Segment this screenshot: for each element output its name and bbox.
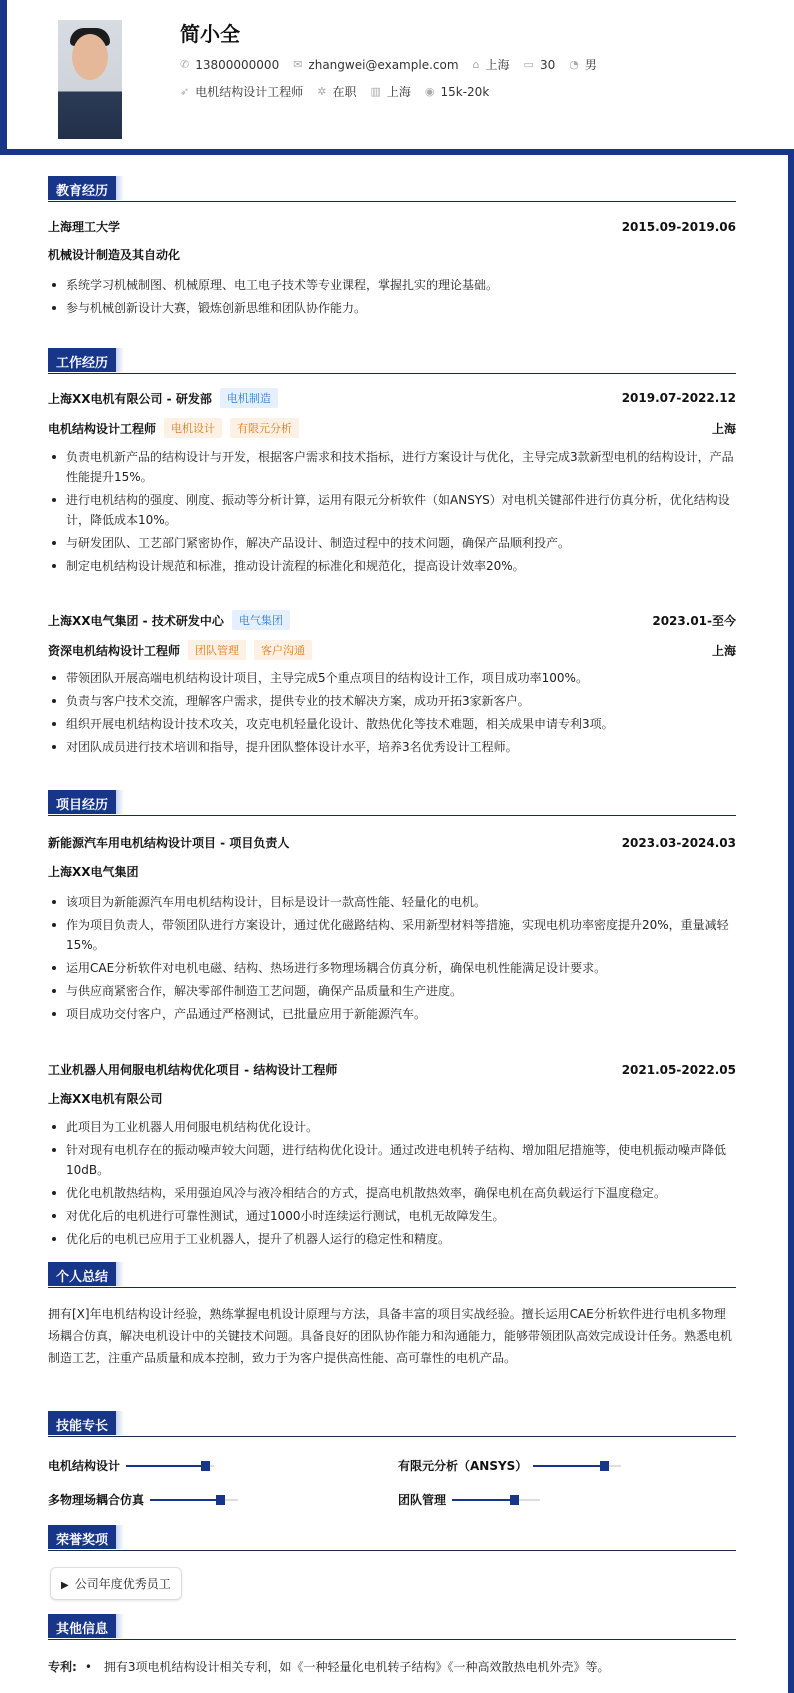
- skill-tag: 电机设计: [164, 418, 222, 438]
- honor-item[interactable]: [50, 1567, 182, 1600]
- skill-level-bar: [150, 1499, 238, 1501]
- project-date: 2021.05-2022.05: [621, 1062, 736, 1077]
- list-item: 优化后的电机已应用于工业机器人，提升了机器人运行的稳定性和精度。: [48, 1229, 736, 1249]
- list-item: 此项目为工业机器人用伺服电机结构优化设计。: [48, 1117, 736, 1137]
- patent-text: 拥有3项电机结构设计相关专利，如《一种轻量化电机转子结构》《一种高效散热电机外壳》等。: [103, 1660, 610, 1674]
- bullet-icon: •: [84, 1660, 92, 1674]
- other-label: 专利:: [48, 1660, 77, 1674]
- list-item: 参与机械创新设计大赛，锻炼创新思维和团队协作能力。: [48, 298, 736, 318]
- list-item: 负责电机新产品的结构设计与开发，根据客户需求和技术指标，进行方案设计与优化，主导完成3款新型电机的结构设计，产品性能提升15%。: [48, 447, 736, 487]
- skill-name: 有限元分析（ANSYS）: [398, 1459, 528, 1473]
- school: 上海理工大学: [48, 220, 121, 234]
- list-item: 该项目为新能源汽车用电机结构设计，目标是设计一款高性能、轻量化的电机。: [48, 892, 736, 912]
- section-summary: [48, 1262, 736, 1288]
- section-title: 工作经历: [48, 348, 116, 372]
- company: 上海XX电机有限公司 - 研发部: [48, 391, 212, 406]
- skill-level-handle: [510, 1495, 519, 1505]
- skill-tag: 团队管理: [188, 640, 246, 660]
- work-title-row: [48, 418, 736, 438]
- work-bullets: [48, 668, 736, 760]
- skill-name: 电机结构设计: [48, 1459, 121, 1473]
- phone-icon: ✆: [180, 58, 190, 71]
- skill-level-handle: [600, 1461, 609, 1471]
- list-item: 对团队成员进行技术培训和指导，提升团队整体设计水平，培养3名优秀设计工程师。: [48, 737, 736, 757]
- target-job: 电机结构设计工程师: [195, 85, 304, 99]
- work-date: 2023.01-至今: [652, 613, 736, 628]
- skill-level-bar: [452, 1499, 540, 1501]
- work-city: 上海: [711, 421, 736, 436]
- work-title-row: [48, 640, 736, 660]
- project-org: [48, 1090, 736, 1107]
- list-item: 针对现有电机存在的振动噪声较大问题，进行结构优化设计。通过改进电机转子结构、增加阻尼措施等，使电机振动噪声降低10dB。: [48, 1140, 736, 1180]
- list-item: 系统学习机械制图、机械原理、电工电子技术等专业课程，掌握扎实的理论基础。: [48, 275, 736, 295]
- skill-item: [48, 1491, 238, 1508]
- project-bullets: [48, 1117, 736, 1252]
- section-title: 个人总结: [48, 1262, 116, 1286]
- list-item: 组织开展电机结构设计技术攻关，攻克电机轻量化设计、散热优化等技术难题，相关成果申请专利3项。: [48, 714, 736, 734]
- section-other: [48, 1614, 736, 1640]
- project-bullets: [48, 892, 736, 1027]
- project-name: 新能源汽车用电机结构设计项目 - 项目负责人: [48, 836, 290, 850]
- skill-level-bar: [126, 1465, 214, 1467]
- section-title: 教育经历: [48, 176, 116, 200]
- gender-icon: ◔: [569, 58, 579, 71]
- job-title: 电机结构设计工程师: [48, 421, 157, 436]
- skill-name: 团队管理: [398, 1493, 447, 1507]
- work-city: 上海: [711, 643, 736, 658]
- project-header: [48, 834, 736, 851]
- section-title: 荣誉奖项: [48, 1525, 116, 1549]
- section-education: [48, 176, 736, 202]
- project-name: 工业机器人用伺服电机结构优化项目 - 结构设计工程师: [48, 1063, 338, 1077]
- list-item: 项目成功交付客户，产品通过严格测试，已批量应用于新能源汽车。: [48, 1004, 736, 1024]
- edu-header: [48, 218, 736, 235]
- candidate-name: 简小全: [180, 22, 240, 46]
- edu-major: [48, 246, 736, 263]
- work-bullets: [48, 447, 736, 579]
- resume-header: [7, 0, 794, 149]
- edu-date: 2015.09-2019.06: [621, 219, 736, 234]
- project-org: [48, 863, 736, 880]
- list-item: 带领团队开展高端电机结构设计项目，主导完成5个重点项目的结构设计工作，项目成功率100%。: [48, 668, 736, 688]
- home-icon: ⌂: [472, 58, 480, 71]
- target-city: 上海: [386, 85, 411, 99]
- age-icon: ▭: [523, 58, 534, 71]
- list-item: 与供应商紧密合作，解决零部件制造工艺问题，确保产品质量和生产进度。: [48, 981, 736, 1001]
- section-projects: [48, 790, 736, 816]
- list-item: 作为项目负责人，带领团队进行方案设计，通过优化磁路结构、采用新型材料等措施，实现电机功率密度提升20%，重量减轻15%。: [48, 915, 736, 955]
- org: 上海XX电机有限公司: [48, 1092, 163, 1106]
- section-title: 项目经历: [48, 790, 116, 814]
- section-honors: [48, 1525, 736, 1551]
- project-date: 2023.03-2024.03: [621, 835, 736, 850]
- building-icon: ▥: [370, 85, 381, 98]
- section-work: [48, 348, 736, 374]
- avatar-photo: [58, 20, 122, 139]
- send-icon: ➶: [180, 85, 190, 98]
- honor-label: 公司年度优秀员工: [74, 1577, 171, 1591]
- skill-item: [398, 1457, 621, 1474]
- summary-text: 拥有[X]年电机结构设计经验，熟练掌握电机设计原理与方法，具备丰富的项目实战经验。擅长运用CAE分析软件进行电机多物理场耦合仿真，解决电机设计中的关键技术问题。具备良好的团队协作能力和沟通能力，能够带领团队高效完成设计任务。熟悉电机制造工艺，注重产品质量和成本控制，致力于为客户提供高性能、高可靠性的电机产品。: [48, 1307, 733, 1365]
- list-item: 与研发团队、工艺部门紧密协作，解决产品设计、制造过程中的技术问题，确保产品顺利投产。: [48, 533, 736, 553]
- company-tag: 电机制造: [220, 388, 278, 408]
- location: 上海: [485, 58, 510, 72]
- company: 上海XX电气集团 - 技术研发中心: [48, 613, 224, 628]
- skill-level-handle: [201, 1461, 210, 1471]
- email: zhangwei@example.com: [308, 57, 459, 72]
- list-item: 负责与客户技术交流，理解客户需求，提供专业的技术解决方案，成功开拓3家新客户。: [48, 691, 736, 711]
- email-icon: ✉: [293, 58, 303, 71]
- job-title: 资深电机结构设计工程师: [48, 643, 181, 658]
- skill-tag: 客户沟通: [254, 640, 312, 660]
- org: 上海XX电气集团: [48, 865, 139, 879]
- work-header: [48, 610, 736, 630]
- age: 30: [539, 57, 556, 72]
- salary-icon: ◉: [424, 85, 435, 98]
- skill-level-handle: [216, 1495, 225, 1505]
- major: 机械设计制造及其自动化: [48, 248, 181, 262]
- list-item: 对优化后的电机进行可靠性测试，通过1000小时连续运行测试，电机无故障发生。: [48, 1206, 736, 1226]
- caret-right-icon: ▶: [61, 1580, 69, 1591]
- section-title: 其他信息: [48, 1614, 116, 1638]
- skill-level-bar: [533, 1465, 621, 1467]
- project-header: [48, 1061, 736, 1078]
- skill-item: [398, 1491, 540, 1508]
- work-date: 2019.07-2022.12: [621, 391, 736, 405]
- skill-name: 多物理场耦合仿真: [48, 1493, 145, 1507]
- list-item: 进行电机结构的强度、刚度、振动等分析计算，运用有限元分析软件（如ANSYS）对电机关键部件进行仿真分析，优化结构设计，降低成本10%。: [48, 490, 736, 530]
- section-title: 技能专长: [48, 1411, 116, 1435]
- gender: 男: [584, 58, 597, 72]
- list-item: 优化电机散热结构，采用强迫风冷与液冷相结合的方式，提高电机散热效率，确保电机在高负载运行下温度稳定。: [48, 1183, 736, 1203]
- list-item: 运用CAE分析软件对电机电磁、结构、热场进行多物理场耦合仿真分析，确保电机性能满足设计要求。: [48, 958, 736, 978]
- contact-row: [180, 56, 597, 73]
- edu-bullets: [48, 275, 736, 321]
- status-icon: ✲: [317, 85, 327, 98]
- section-skills: [48, 1411, 736, 1437]
- company-tag: 电气集团: [232, 610, 290, 630]
- list-item: 制定电机结构设计规范和标准，推动设计流程的标准化和规范化，提高设计效率20%。: [48, 556, 736, 576]
- other-info-row: [48, 1656, 736, 1678]
- skill-tag: 有限元分析: [230, 418, 299, 438]
- work-header: [48, 388, 736, 408]
- phone: 13800000000: [195, 57, 280, 72]
- job-status: 在职: [332, 85, 357, 99]
- skill-item: [48, 1457, 214, 1474]
- salary: 15k-20k: [440, 84, 490, 99]
- intent-row: [180, 83, 489, 100]
